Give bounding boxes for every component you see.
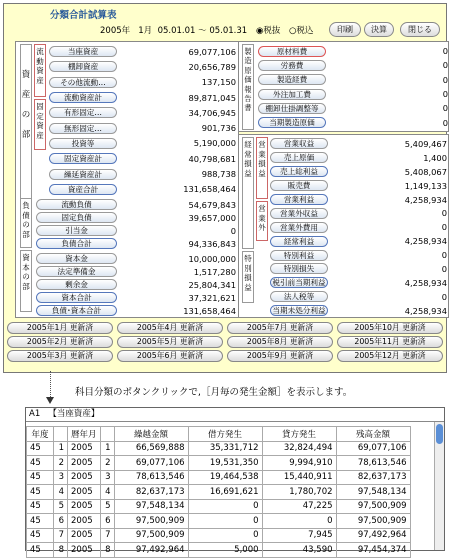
table-row[interactable] [27, 514, 411, 529]
scroll-thumb[interactable] [436, 424, 443, 444]
account-button[interactable]: 外注加工費 [258, 89, 326, 100]
table-cell: 97,548,134 [114, 499, 188, 514]
month-update-button[interactable]: 2005年5月 更新済 [117, 336, 223, 348]
account-row [258, 115, 448, 129]
trial-balance-window [3, 3, 447, 373]
month-update-button[interactable]: 2005年3月 更新済 [7, 350, 113, 362]
table-cell: 97,500,909 [114, 514, 188, 529]
account-row [270, 262, 447, 276]
table-cell: 32,824,494 [262, 441, 336, 456]
month-update-button[interactable]: 2005年1月 更新済 [7, 322, 113, 334]
account-button[interactable]: 固定負債 [36, 212, 117, 223]
account-value: 1,149,133 [404, 180, 447, 191]
table-cell: 0 [188, 528, 262, 543]
account-value: 40,798,681 [188, 153, 236, 164]
account-row [270, 220, 447, 234]
account-row [36, 278, 236, 291]
account-row [36, 304, 236, 317]
account-value: 54,679,843 [188, 199, 236, 210]
tax-included-radio[interactable]: ○税込 [289, 26, 314, 36]
account-row [270, 290, 447, 304]
account-button[interactable]: 経常利益 [270, 236, 328, 247]
account-value: 0 [442, 103, 448, 114]
account-button[interactable]: 資本金 [36, 253, 117, 264]
column-header: 残高金額 [336, 427, 410, 442]
table-cell: 2005 [68, 499, 101, 514]
table-cell: 45 [27, 441, 54, 456]
account-button[interactable]: 有形固定… [49, 107, 117, 118]
account-button[interactable]: 当座資産 [49, 46, 117, 57]
account-row [49, 166, 236, 181]
account-button[interactable]: 製造経費 [258, 74, 326, 85]
table-cell: 97,500,909 [336, 514, 410, 529]
table-cell: 82,637,173 [114, 485, 188, 500]
column-header: 暦年月 [68, 427, 101, 442]
month-update-button[interactable]: 2005年11月 更新済 [337, 336, 443, 348]
liability-rows [36, 198, 236, 250]
table-row[interactable] [27, 470, 411, 485]
account-row [36, 291, 236, 304]
account-value: 0 [441, 263, 447, 274]
period-display: 2005年 1月 05.01.01 ～ 05.01.31 [100, 26, 248, 36]
account-value: 1,400 [423, 152, 447, 163]
account-value: 1,517,280 [193, 266, 236, 277]
account-button[interactable]: 無形固定… [49, 123, 117, 134]
month-update-button[interactable]: 2005年6月 更新済 [117, 350, 223, 362]
table-cell: 45 [27, 499, 54, 514]
account-value: 0 [441, 208, 447, 219]
account-row [258, 101, 448, 115]
table-cell: 5,000 [188, 543, 262, 558]
account-button[interactable]: 法人税等 [270, 291, 328, 302]
account-value: 89,871,045 [188, 92, 236, 103]
detail-table-window [25, 407, 445, 555]
current-asset-label: 流動資産 [34, 44, 46, 97]
account-button[interactable]: 固定資産計 [49, 153, 117, 164]
table-cell: 78,613,546 [114, 470, 188, 485]
detail-account-name: 【当座資産】 [48, 409, 100, 419]
account-button[interactable]: 剰余金 [36, 279, 117, 290]
table-cell: 97,454,374 [336, 543, 410, 558]
table-cell: 19,464,538 [188, 470, 262, 485]
table-cell: 1 [100, 441, 114, 456]
account-button[interactable]: 流動負債 [36, 199, 117, 210]
month-update-button[interactable]: 2005年10月 更新済 [337, 322, 443, 334]
table-cell: 69,077,106 [114, 456, 188, 471]
account-button[interactable]: 投資等 [49, 138, 117, 149]
table-cell: 7 [100, 528, 114, 543]
account-value: 131,658,464 [183, 305, 236, 316]
account-value: 25,804,341 [188, 279, 236, 290]
account-value: 4,258,934 [404, 194, 447, 205]
table-cell: 2005 [68, 441, 101, 456]
account-row [36, 252, 236, 265]
table-cell: 4 [100, 485, 114, 500]
account-row [270, 248, 447, 262]
table-cell: 35,331,712 [188, 441, 262, 456]
account-button[interactable]: 資本合計 [36, 292, 117, 303]
detail-header [26, 408, 444, 422]
month-update-button[interactable]: 2005年2月 更新済 [7, 336, 113, 348]
account-button[interactable]: 販売費 [270, 180, 328, 191]
table-cell: 2005 [68, 470, 101, 485]
table-row[interactable] [27, 456, 411, 471]
balance-sheet-panel [15, 41, 239, 318]
column-header: 借方発生 [188, 427, 262, 442]
account-value: 5,408,067 [404, 166, 447, 177]
detail-table [26, 426, 411, 558]
account-button[interactable]: 税引前当期利益 [270, 277, 328, 288]
equity-section-label: 資本の部 [20, 250, 32, 312]
account-button[interactable]: 特別利益 [270, 250, 328, 261]
month-update-button[interactable]: 2005年9月 更新済 [227, 350, 333, 362]
account-button[interactable]: 売上原価 [270, 152, 328, 163]
account-value: 0 [442, 60, 448, 71]
table-cell: 2005 [68, 543, 101, 558]
account-value: 5,190,000 [193, 138, 236, 149]
table-cell: 97,492,964 [336, 528, 410, 543]
account-value: 10,000,000 [188, 253, 236, 264]
account-row [270, 304, 447, 318]
column-header [54, 427, 68, 442]
account-button[interactable]: 法定準備金 [36, 266, 117, 277]
account-value: 34,706,945 [188, 107, 236, 118]
account-button[interactable]: 流動資産計 [49, 92, 117, 103]
account-value: 4,258,934 [404, 236, 447, 247]
column-header: 年度 [27, 427, 54, 442]
table-cell: 82,637,173 [336, 470, 410, 485]
month-update-button[interactable]: 2005年7月 更新済 [227, 322, 333, 334]
table-cell: 0 [262, 514, 336, 529]
account-row [270, 206, 447, 220]
account-button[interactable]: 特別損失 [270, 263, 328, 274]
special-section-label: 特別損益 [242, 251, 254, 303]
mfg-section-label: 製造原価報告書 [242, 44, 254, 130]
account-button[interactable]: 営業外収益 [270, 208, 328, 219]
table-cell: 1,780,702 [262, 485, 336, 500]
operating-section-label: 営業損益 [256, 137, 268, 199]
table-cell: 45 [27, 514, 54, 529]
account-row [258, 58, 448, 72]
table-cell: 78,613,546 [336, 456, 410, 471]
settle-button[interactable]: 決算 [364, 22, 394, 37]
table-cell: 6 [100, 514, 114, 529]
account-value: 5,409,467 [404, 138, 447, 149]
account-row [270, 151, 447, 165]
table-cell: 5 [54, 499, 68, 514]
table-cell: 3 [100, 470, 114, 485]
table-cell: 5 [100, 499, 114, 514]
table-cell: 9,994,910 [262, 456, 336, 471]
account-row [49, 182, 236, 197]
account-value: 0 [230, 225, 236, 236]
table-cell: 19,531,350 [188, 456, 262, 471]
account-value: 988,738 [201, 169, 236, 180]
column-header: 貸方発生 [262, 427, 336, 442]
table-cell: 45 [27, 485, 54, 500]
account-row [270, 276, 447, 290]
table-cell: 2005 [68, 528, 101, 543]
account-button[interactable]: 引当金 [36, 225, 117, 236]
table-cell: 0 [188, 499, 262, 514]
tax-excluded-radio[interactable]: ◉税抜 [256, 26, 281, 36]
account-row [49, 105, 236, 120]
table-cell: 3 [54, 470, 68, 485]
account-button[interactable]: 営業外費用 [270, 222, 328, 233]
table-cell: 45 [27, 528, 54, 543]
table-cell: 0 [188, 514, 262, 529]
account-button[interactable]: 原材料費 [258, 46, 326, 57]
asset-section-label: 資産の部 [20, 44, 32, 199]
pl-rows [270, 137, 447, 318]
account-button[interactable]: 当期未処分利益 [270, 305, 328, 316]
ordinary-section-label: 経常損益 [242, 137, 254, 249]
account-button[interactable]: 負債合計 [36, 238, 117, 249]
account-value: 4,258,934 [404, 277, 447, 288]
close-button[interactable]: 閉じる [400, 22, 440, 37]
table-cell: 2005 [68, 456, 101, 471]
table-cell: 7,945 [262, 528, 336, 543]
table-cell: 66,569,888 [114, 441, 188, 456]
table-cell: 47,225 [262, 499, 336, 514]
account-row [49, 120, 236, 135]
account-row [258, 87, 448, 101]
table-row[interactable] [27, 441, 411, 456]
equity-rows [36, 252, 236, 317]
account-value: 131,658,464 [183, 184, 236, 195]
account-value: 0 [442, 89, 448, 100]
account-row [270, 234, 447, 248]
account-button[interactable]: 売上総利益 [270, 166, 328, 177]
table-cell: 1 [54, 441, 68, 456]
account-button[interactable]: その他流動… [49, 77, 117, 88]
account-button[interactable]: 資産合計 [49, 184, 117, 195]
account-row [49, 44, 236, 59]
account-button[interactable]: 棚卸資産 [49, 61, 117, 72]
account-value: 4,258,934 [404, 305, 447, 316]
table-cell: 8 [100, 543, 114, 558]
account-row [49, 90, 236, 105]
month-update-button[interactable]: 2005年8月 更新済 [227, 336, 333, 348]
nonop-section-label: 営業外 [256, 201, 268, 241]
mfg-rows [258, 44, 448, 130]
account-row [258, 73, 448, 87]
pl-panel [238, 134, 449, 318]
account-value: 0 [442, 46, 448, 57]
table-cell: 2005 [68, 514, 101, 529]
account-value: 37,321,621 [188, 292, 236, 303]
account-value: 20,656,789 [188, 61, 236, 72]
account-row [49, 151, 236, 166]
column-header: 繰越金額 [114, 427, 188, 442]
detail-code: A1 [29, 409, 41, 419]
table-cell: 97,548,134 [336, 485, 410, 500]
account-row [270, 165, 447, 179]
table-cell: 45 [27, 456, 54, 471]
account-value: 0 [442, 117, 448, 128]
vertical-scrollbar[interactable] [434, 422, 444, 550]
month-update-button[interactable]: 2005年4月 更新済 [117, 322, 223, 334]
account-value: 94,336,843 [188, 238, 236, 249]
table-row[interactable] [27, 485, 411, 500]
account-button[interactable]: 営業利益 [270, 194, 328, 205]
table-cell: 15,440,911 [262, 470, 336, 485]
table-cell: 2005 [68, 485, 101, 500]
account-row [36, 265, 236, 278]
account-button[interactable]: 繰延資産計 [49, 169, 117, 180]
account-row [258, 44, 448, 58]
table-cell: 7 [54, 528, 68, 543]
table-cell: 45 [27, 543, 54, 558]
account-value: 0 [441, 250, 447, 261]
table-cell: 16,691,621 [188, 485, 262, 500]
table-cell: 6 [54, 514, 68, 529]
column-header [100, 427, 114, 442]
mfg-cost-panel [238, 41, 449, 132]
table-row[interactable] [27, 499, 411, 514]
account-value: 0 [442, 74, 448, 85]
asset-rows [49, 44, 236, 197]
fixed-asset-label: 固定資産 [34, 99, 46, 150]
account-row [36, 237, 236, 250]
table-cell: 2 [100, 456, 114, 471]
table-cell: 97,500,909 [336, 499, 410, 514]
table-cell: 43,590 [262, 543, 336, 558]
table-row[interactable] [27, 543, 411, 558]
account-row [270, 193, 447, 207]
account-value: 0 [441, 222, 447, 233]
account-value: 137,150 [201, 77, 236, 88]
table-cell: 8 [54, 543, 68, 558]
table-cell: 97,492,964 [114, 543, 188, 558]
window-title: 分類合計試算表 [50, 10, 117, 21]
month-update-button[interactable]: 2005年12月 更新済 [337, 350, 443, 362]
instruction-note: 科目分類のボタンクリックで,［月毎の発生金額］を表示します。 [75, 387, 353, 398]
account-row [49, 136, 236, 151]
table-row[interactable] [27, 528, 411, 543]
account-row [270, 179, 447, 193]
table-cell: 4 [54, 485, 68, 500]
account-value: 901,736 [201, 123, 236, 134]
liability-section-label: 負債の部 [20, 198, 32, 248]
account-row [270, 137, 447, 151]
account-row [49, 75, 236, 90]
account-row [36, 211, 236, 224]
account-value: 0 [441, 291, 447, 302]
account-button[interactable]: 営業収益 [270, 138, 328, 149]
table-cell: 69,077,106 [336, 441, 410, 456]
account-row [36, 224, 236, 237]
account-value: 39,657,000 [188, 212, 236, 223]
account-row [36, 198, 236, 211]
account-button[interactable]: 棚卸仕掛調整等 [258, 103, 326, 114]
account-button[interactable]: 労務費 [258, 60, 326, 71]
table-cell: 2 [54, 456, 68, 471]
account-value: 69,077,106 [188, 46, 236, 57]
account-row [49, 59, 236, 74]
arrow-head-icon [46, 397, 54, 404]
table-cell: 97,500,909 [114, 528, 188, 543]
account-button[interactable]: 当期製造原価 [258, 117, 326, 128]
account-button[interactable]: 負債･資本合計 [36, 305, 117, 316]
table-cell: 45 [27, 470, 54, 485]
print-button[interactable]: 印刷 [329, 22, 361, 37]
